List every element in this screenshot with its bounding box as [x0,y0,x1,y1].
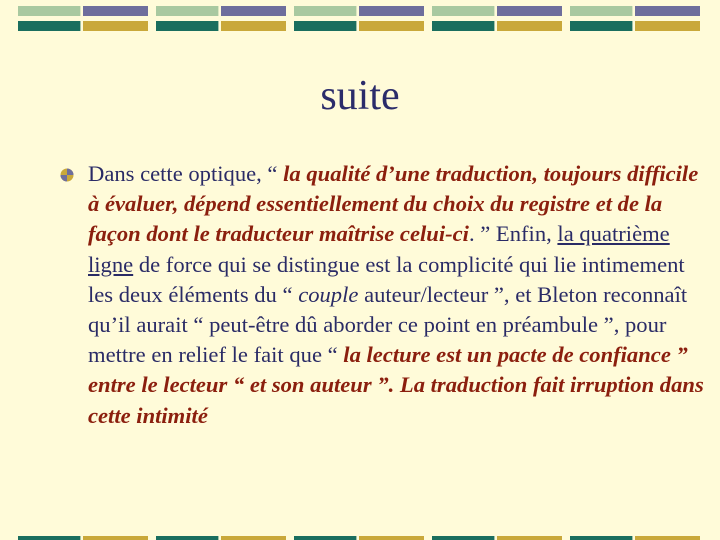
decorative-header-band [0,0,720,34]
footer-band-segment [83,536,148,540]
band-tile [18,6,148,31]
footer-band-segment [156,536,218,540]
bullet-icon [60,168,74,182]
slide-title: suite [320,73,400,119]
text-bleton: auteur/lecteur ”, et Bleton reconnaît qu’il aurait “ peut-être dû aborder ce point en préambule ”, pour mettre en relief le fait que “ [88,281,688,368]
text-transition: . ” Enfin, [468,221,558,247]
footer-band-segment [294,536,356,540]
band-tile [294,6,424,31]
band-tile [570,6,700,31]
text-complicity: de force qui se distingue est la complicité qui lie intimement les deux éléments du “ [88,251,685,307]
band-tile [156,6,286,31]
footer-band-segment [18,536,80,540]
underlined-phrase: la quatrième ligne [88,221,670,277]
footer-band-segment [497,536,562,540]
footer-band-segment [359,536,424,540]
footer-band-segment [570,536,632,540]
footer-band-segment [432,536,494,540]
band-tile [432,6,562,31]
text-intro: Dans cette optique, “ [88,161,284,186]
quote-translation-quality: la qualité d’une traduction, toujours difficile à évaluer, dépend essentiellement du choix du registre et de la façon dont le traducteur maîtrise celui-ci [88,161,699,247]
slide-body-text [88,159,708,431]
footer-band-segment [635,536,700,540]
quote-reading-pact: la lecture est un pacte de confiance ” entre le lecteur “ et son auteur ”. La traduction fait irruption dans cette intimité [88,342,704,428]
footer-band-segment [221,536,286,540]
decorative-footer-band [0,536,720,540]
italic-word-couple: couple [298,281,359,307]
